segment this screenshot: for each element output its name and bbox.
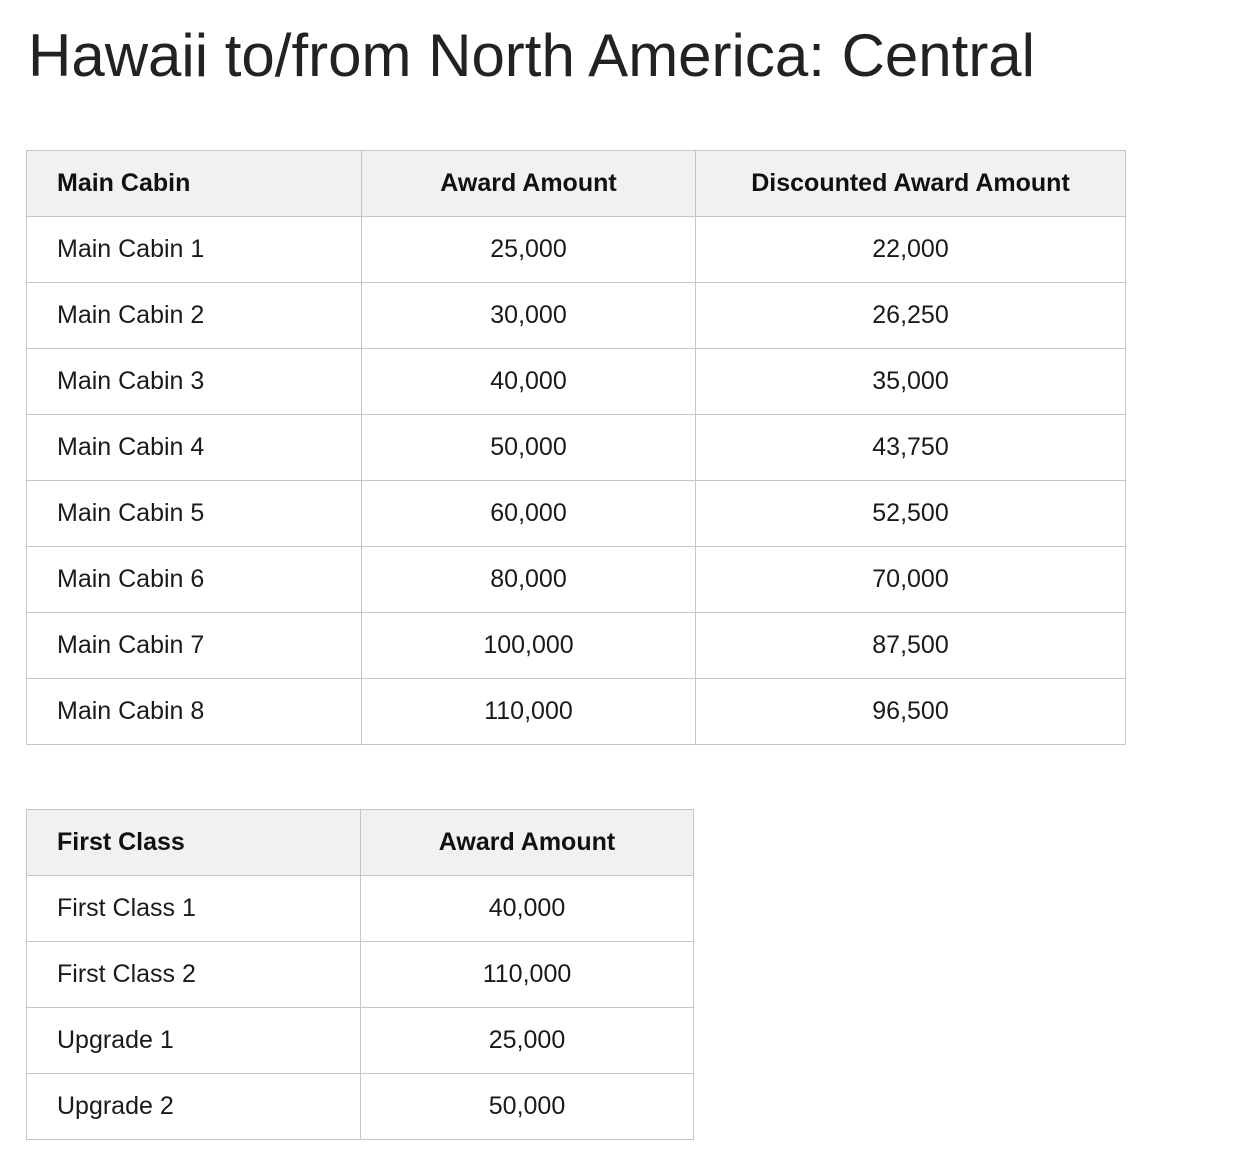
row-label: First Class 2 (27, 942, 361, 1008)
award-amount: 110,000 (362, 679, 696, 745)
column-header: Main Cabin (27, 151, 362, 217)
table-row (27, 679, 1126, 745)
table-row (27, 283, 1126, 349)
table-row (27, 942, 694, 1008)
award-amount: 50,000 (362, 415, 696, 481)
award-amount: 25,000 (362, 217, 696, 283)
first-class-table (26, 809, 694, 1140)
row-label: Main Cabin 7 (27, 613, 362, 679)
discounted-award-amount: 26,250 (696, 283, 1126, 349)
row-label: Main Cabin 2 (27, 283, 362, 349)
award-amount: 60,000 (362, 481, 696, 547)
award-amount: 30,000 (362, 283, 696, 349)
discounted-award-amount: 87,500 (696, 613, 1126, 679)
table-row (27, 415, 1126, 481)
discounted-award-amount: 70,000 (696, 547, 1126, 613)
row-label: Main Cabin 6 (27, 547, 362, 613)
table-header-row (27, 151, 1126, 217)
table-row (27, 547, 1126, 613)
award-amount: 25,000 (361, 1008, 694, 1074)
table-row (27, 217, 1126, 283)
column-header: Discounted Award Amount (696, 151, 1126, 217)
table-row (27, 481, 1126, 547)
row-label: Main Cabin 3 (27, 349, 362, 415)
column-header: Award Amount (362, 151, 696, 217)
table-row (27, 613, 1126, 679)
table-header-row (27, 810, 694, 876)
row-label: Upgrade 2 (27, 1074, 361, 1140)
discounted-award-amount: 35,000 (696, 349, 1126, 415)
row-label: Main Cabin 1 (27, 217, 362, 283)
discounted-award-amount: 43,750 (696, 415, 1126, 481)
award-amount: 80,000 (362, 547, 696, 613)
table-row (27, 876, 694, 942)
award-amount: 110,000 (361, 942, 694, 1008)
table-row (27, 1074, 694, 1140)
row-label: Upgrade 1 (27, 1008, 361, 1074)
table-row (27, 349, 1126, 415)
page-title: Hawaii to/from North America: Central (28, 22, 1035, 89)
table-row (27, 1008, 694, 1074)
row-label: Main Cabin 5 (27, 481, 362, 547)
row-label: First Class 1 (27, 876, 361, 942)
award-amount: 40,000 (361, 876, 694, 942)
award-amount: 40,000 (362, 349, 696, 415)
column-header: First Class (27, 810, 361, 876)
row-label: Main Cabin 4 (27, 415, 362, 481)
discounted-award-amount: 52,500 (696, 481, 1126, 547)
row-label: Main Cabin 8 (27, 679, 362, 745)
main-cabin-table (26, 150, 1126, 745)
award-amount: 100,000 (362, 613, 696, 679)
award-amount: 50,000 (361, 1074, 694, 1140)
discounted-award-amount: 96,500 (696, 679, 1126, 745)
column-header: Award Amount (361, 810, 694, 876)
discounted-award-amount: 22,000 (696, 217, 1126, 283)
